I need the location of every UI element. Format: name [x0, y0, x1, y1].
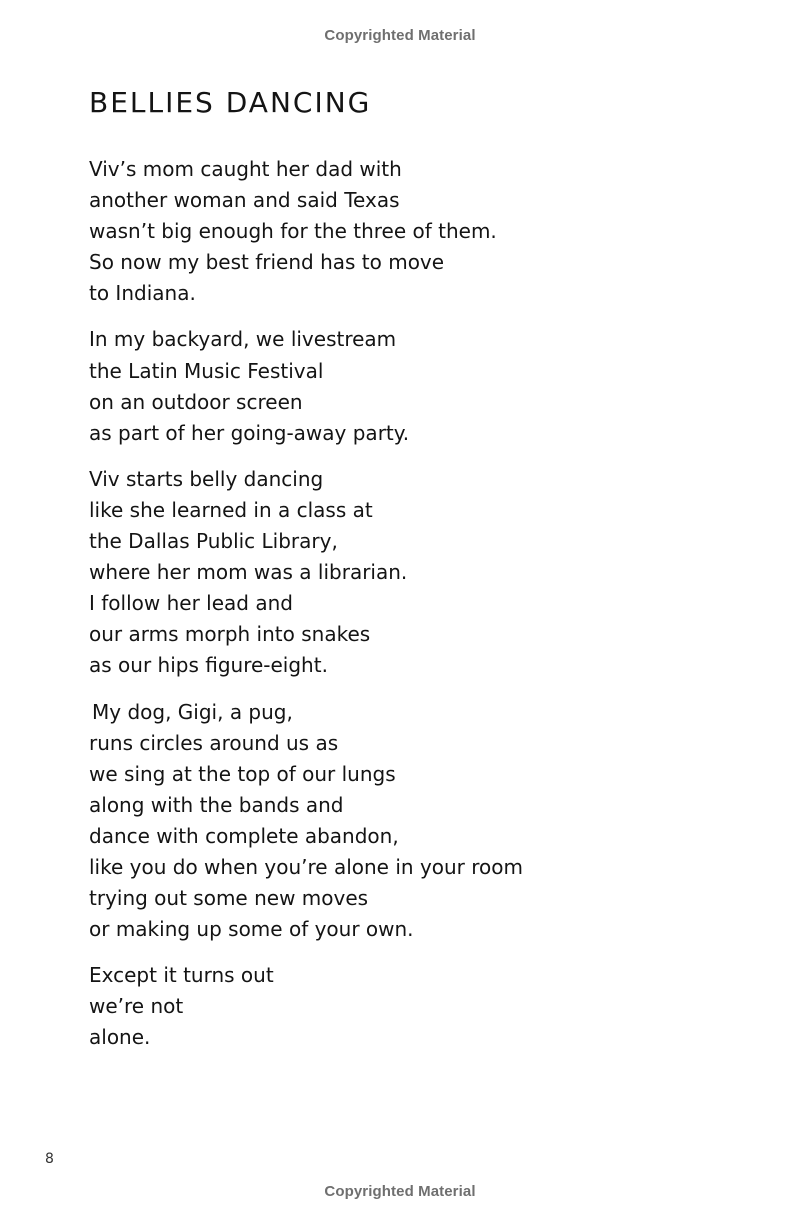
poem-line: like she learned in a class at — [89, 497, 373, 522]
poem-line: we’re not — [89, 994, 184, 1019]
poem-line: the Latin Music Festival — [89, 358, 324, 383]
poem-line: or making up some of your own. — [89, 917, 414, 942]
poem-line: I follow her lead and — [89, 591, 293, 616]
stanza — [89, 697, 609, 946]
poem-line: dance with complete abandon, — [89, 823, 399, 848]
poem-line: runs circles around us as — [89, 730, 339, 755]
stanza — [89, 960, 609, 1053]
poem-line: we sing at the top of our lungs — [89, 761, 396, 786]
poem-line: our arms morph into snakes — [89, 622, 371, 647]
poem-line: where her mom was a librarian. — [89, 560, 408, 585]
stanza — [89, 154, 609, 309]
poem-line: the Dallas Public Library, — [89, 529, 338, 554]
poem-line: Viv’s mom caught her dad with — [89, 157, 402, 181]
watermark-bottom: Copyrighted Material — [324, 1183, 476, 1200]
poem-line: So now my best friend has to move — [89, 250, 445, 275]
poem-line: like you do when you’re alone in your room — [89, 854, 524, 879]
watermark-top: Copyrighted Material — [324, 27, 476, 44]
poem-line: as our hips figure-eight. — [89, 653, 328, 678]
poem-title: BELLIES DANCING — [89, 86, 372, 119]
poem-line: wasn’t big enough for the three of them. — [89, 219, 497, 244]
poem-line: In my backyard, we livestream — [89, 327, 397, 352]
poem-line: as part of her going-away party. — [89, 420, 410, 445]
poem-line: alone. — [89, 1025, 151, 1050]
poem-line: My dog, Gigi, a pug, — [92, 699, 293, 724]
poem-body — [89, 154, 609, 1069]
poem-line: along with the bands and — [89, 792, 344, 817]
poem-line: on an outdoor screen — [89, 389, 303, 414]
poem-line: Viv starts belly dancing — [89, 466, 324, 491]
stanza — [89, 324, 609, 448]
poem-line: to Indiana. — [89, 281, 196, 306]
stanza — [89, 464, 609, 682]
poem-line: trying out some new moves — [89, 886, 369, 911]
page-number: 8 — [45, 1151, 54, 1167]
poem-line: another woman and said Texas — [89, 188, 400, 213]
poem-line: Except it turns out — [89, 963, 274, 988]
